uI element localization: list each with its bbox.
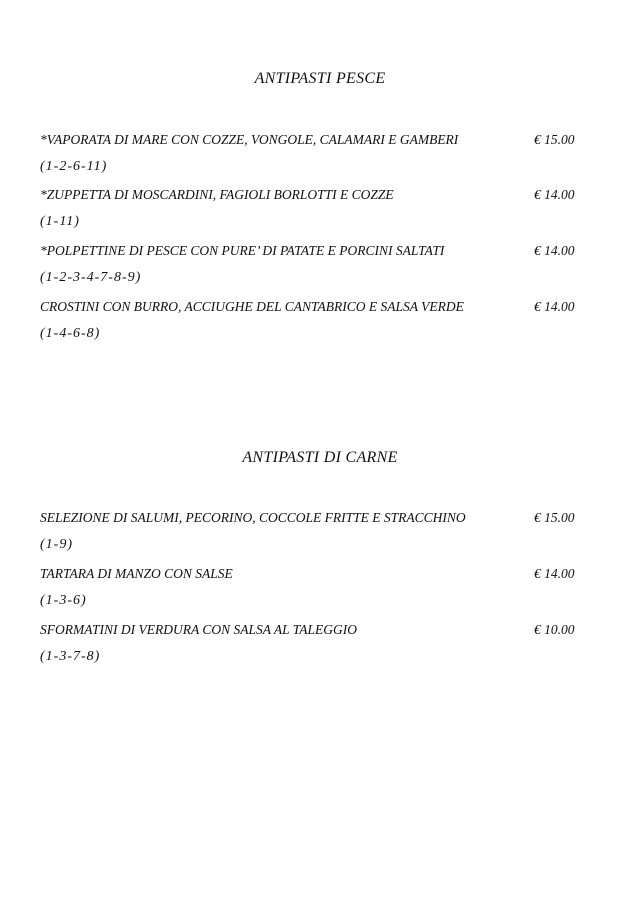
item-name: SELEZIONE DI SALUMI, PECORINO, COCCOLE FRITTE E STRACCHINO (40, 510, 466, 525)
item-price: € 14.00 (534, 566, 575, 581)
menu-item (40, 566, 600, 586)
item-price: € 10.00 (534, 622, 575, 637)
item-allergens: (1-9) (40, 537, 73, 552)
section-title-antipasti-di-carne: ANTIPASTI DI CARNE (242, 449, 398, 466)
item-price: € 14.00 (534, 187, 575, 202)
item-name: SFORMATINI DI VERDURA CON SALSA AL TALEGGIO (40, 622, 357, 637)
item-price: € 14.00 (534, 299, 575, 314)
item-allergens: (1-3-7-8) (40, 649, 101, 664)
menu-item (40, 132, 600, 152)
item-allergens: (1-3-6) (40, 593, 87, 608)
menu-item (40, 187, 600, 207)
menu-item (40, 243, 600, 263)
item-allergens: (1-2-3-4-7-8-9) (40, 270, 142, 285)
item-price: € 15.00 (534, 132, 575, 147)
item-name: *ZUPPETTA DI MOSCARDINI, FAGIOLI BORLOTTI E COZZE (40, 187, 394, 202)
menu-item (40, 299, 600, 319)
item-price: € 15.00 (534, 510, 575, 525)
item-allergens: (1-2-6-11) (40, 159, 108, 174)
item-price: € 14.00 (534, 243, 575, 258)
menu-item (40, 622, 600, 642)
item-name: *VAPORATA DI MARE CON COZZE, VONGOLE, CALAMARI E GAMBERI (40, 132, 459, 147)
item-name: TARTARA DI MANZO CON SALSE (40, 566, 233, 581)
section-title-antipasti-pesce: ANTIPASTI PESCE (254, 70, 386, 87)
item-allergens: (1-4-6-8) (40, 326, 101, 341)
item-name: CROSTINI CON BURRO, ACCIUGHE DEL CANTABRICO E SALSA VERDE (40, 299, 464, 314)
item-allergens: (1-11) (40, 214, 80, 229)
menu-item (40, 510, 600, 530)
item-name: *POLPETTINE DI PESCE CON PURE’ DI PATATE E PORCINI SALTATI (40, 243, 445, 258)
